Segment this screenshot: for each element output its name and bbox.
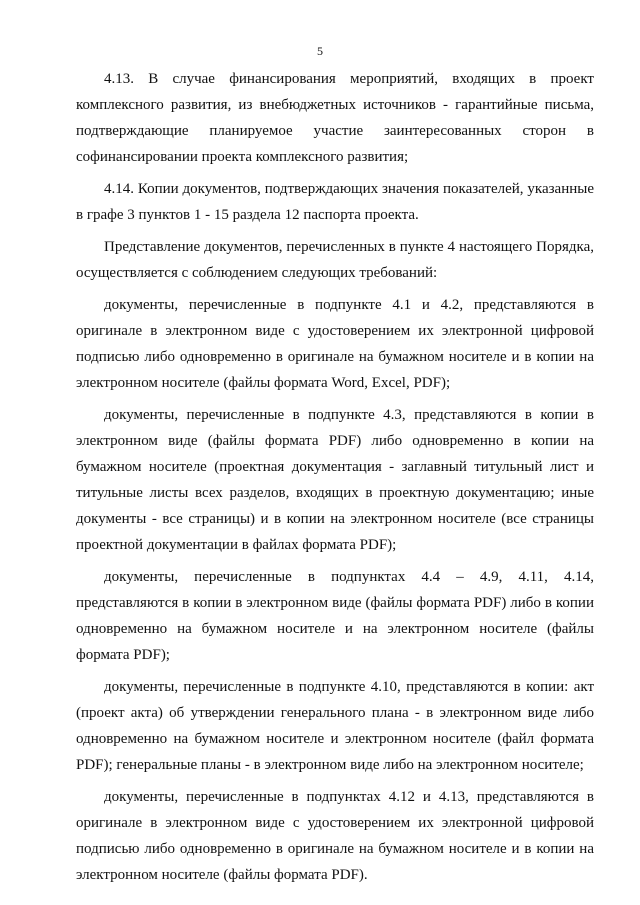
paragraph-4-13: 4.13. В случае финансирования мероприятий, входящих в проект комплексного развития, из внебюджетных источников - гарантийные письма, подтверждающие планируемое участие заинтересованных сторон в софинансировании проекта комплексного развития; bbox=[76, 71, 594, 165]
paragraph-docs-4-3: документы, перечисленные в подпункте 4.3, представляются в копии в электронном виде (файлы формата PDF) либо одновременно в копии на бумажном носителе (проектная документация - заглавный титульный лист и титульные листы всех разделов, входящих в проектную документацию; иные документы - все страницы) и в копии на электронном носителе (все страницы проектной документации в файлах формата PDF); bbox=[76, 407, 594, 553]
document-body bbox=[76, 66, 594, 894]
paragraph-docs-4-10: документы, перечисленные в подпункте 4.10, представляются в копии: акт (проект акта) об утверждении генерального плана - в электронном виде либо одновременно на бумажном носителе и электронном носителе (файл формата PDF); генеральные планы - в электронном виде либо на электронном носителе; bbox=[76, 679, 594, 773]
paragraph-docs-4-12-4-13: документы, перечисленные в подпунктах 4.12 и 4.13, представляются в оригинале в электронном виде с удостоверением их электронной цифровой подписью либо одновременно в оригинале на бумажном носителе и в копии на электронном носителе (файлы формата PDF). bbox=[76, 789, 594, 883]
paragraph-requirements-intro: Представление документов, перечисленных в пункте 4 настоящего Порядка, осуществляется с соблюдением следующих требований: bbox=[76, 239, 594, 281]
paragraph-4-14: 4.14. Копии документов, подтверждающих значения показателей, указанные в графе 3 пунктов 1 - 15 раздела 12 паспорта проекта. bbox=[76, 181, 594, 223]
paragraph-docs-4-1-4-2: документы, перечисленные в подпункте 4.1 и 4.2, представляются в оригинале в электронном виде с удостоверением их электронной цифровой подписью либо одновременно в оригинале на бумажном носителе и в копии на электронном носителе (файлы формата Word, Excel, PDF); bbox=[76, 297, 594, 391]
paragraph-docs-4-4-4-14: документы, перечисленные в подпунктах 4.4 – 4.9, 4.11, 4.14, представляются в копии в электронном виде (файлы формата PDF) либо в копии одновременно на бумажном носителе и на электронном носителе (файлы формата PDF); bbox=[76, 569, 594, 663]
page-number: 5 bbox=[317, 44, 323, 58]
